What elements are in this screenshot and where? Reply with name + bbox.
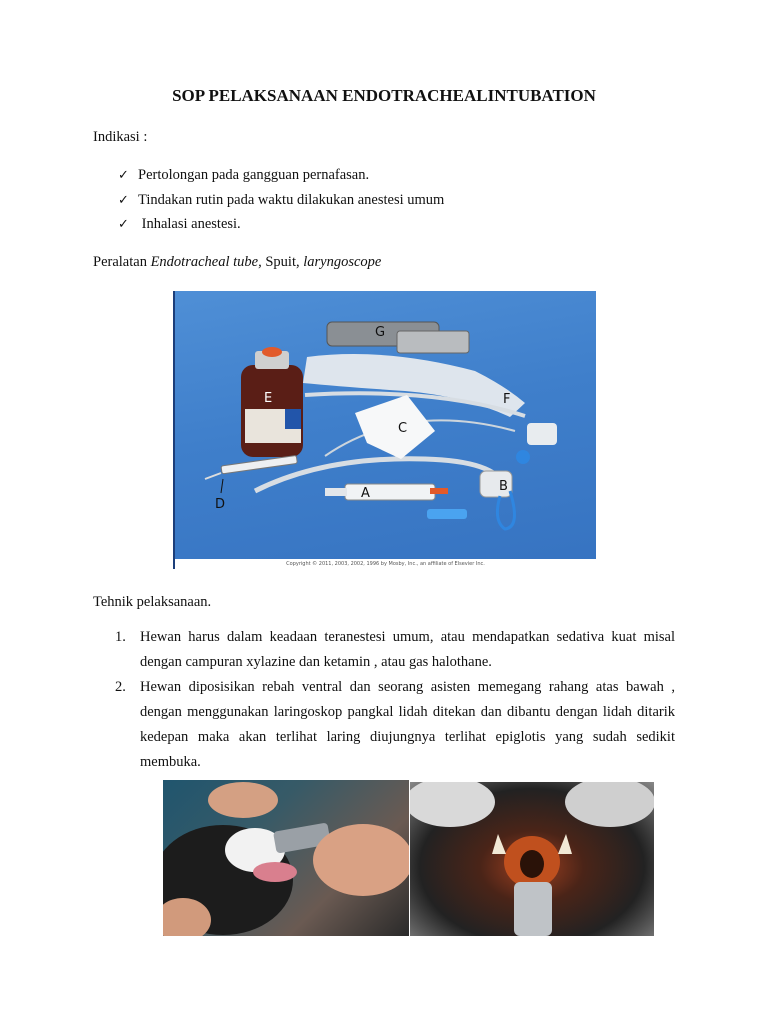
list-item — [115, 675, 675, 775]
figure-label-d: D — [215, 497, 226, 512]
equipment-illustration — [175, 291, 596, 559]
indikasi-item — [118, 165, 369, 186]
page-title: SOP PELAKSANAAN ENDOTRACHEALINTUBATION — [172, 86, 596, 105]
indikasi-item — [118, 190, 444, 211]
peralatan-middle: Spuit, — [261, 254, 304, 270]
peralatan-item-endotracheal: Endotracheal tube, — [150, 254, 262, 270]
intubation-photo-laryngoscope — [163, 780, 409, 936]
list-item-text: Hewan harus dalam keadaan teranestesi umum, atau mendapatkan sedativa kuat misal dengan campuran xylazine dan ketamin , atau gas halothane. — [140, 629, 675, 670]
photo-illustration — [410, 782, 654, 936]
list-item-number: 1. — [115, 629, 126, 645]
figure-label-f: F — [503, 392, 511, 407]
figure-label-c: C — [398, 421, 408, 436]
list-item-number: 2. — [115, 679, 126, 695]
checkmark-icon: ✓ — [118, 193, 129, 208]
indikasi-item-text: Inhalasi anestesi. — [138, 216, 241, 232]
peralatan-line — [93, 252, 381, 272]
indikasi-item — [118, 214, 241, 235]
indikasi-item-text: Pertolongan pada gangguan pernafasan. — [138, 167, 370, 183]
peralatan-item-laryngoscope: laryngoscope — [303, 254, 382, 270]
figure-label-b: B — [499, 479, 508, 494]
intubation-photo-larynx-view — [410, 782, 654, 936]
figure-copyright: Copyright © 2011, 2003, 2002, 1996 by Mosby, Inc., an affiliate of Elsevier Inc. — [175, 559, 596, 569]
figure-label-a: A — [361, 486, 370, 501]
figure-label-e: E — [264, 391, 273, 406]
photo-illustration — [163, 780, 409, 936]
indikasi-item-text: Tindakan rutin pada waktu dilakukan anestesi umum — [138, 192, 445, 208]
checkmark-icon: ✓ — [118, 168, 129, 183]
list-item-text: Hewan diposisikan rebah ventral dan seorang asisten memegang rahang atas bawah , dengan menggunakan laringoskop pangkal lidah ditekan dan dibantu dengan lidah ditarik kedepan maka akan terlihat laring diujungnya terlihat epiglotis yang sudah sedikit membuka. — [140, 679, 675, 770]
equipment-photo — [173, 291, 596, 569]
list-item — [115, 625, 675, 675]
peralatan-prefix: Peralatan — [93, 254, 151, 270]
checkmark-icon: ✓ — [118, 217, 129, 232]
indikasi-label: Indikasi : — [93, 129, 148, 145]
tehnik-label: Tehnik pelaksanaan. — [93, 594, 212, 610]
figure-label-g: G — [375, 325, 386, 340]
